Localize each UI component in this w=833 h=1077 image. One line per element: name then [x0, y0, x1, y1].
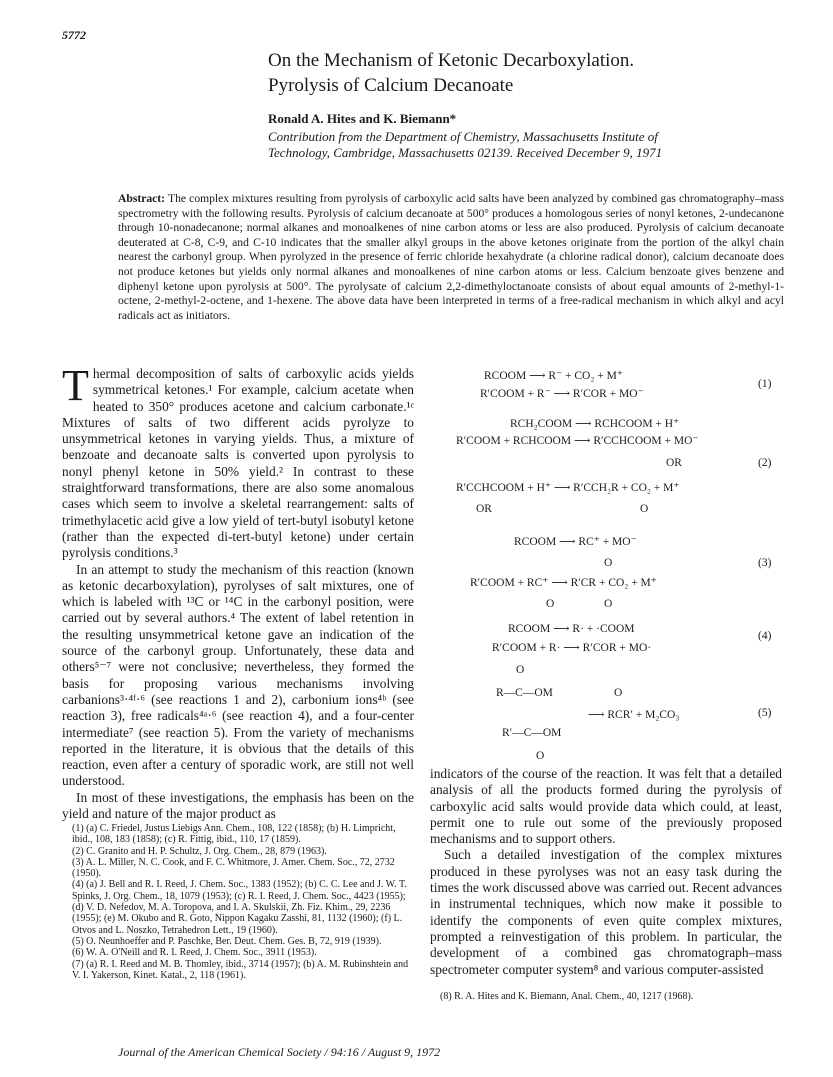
- abstract-label: Abstract:: [118, 192, 166, 205]
- affiliation-line-1: Contribution from the Department of Chemistry, Massachusetts Institute of: [268, 129, 658, 144]
- footnote-6: (6) W. A. O'Neill and R. I. Reed, J. Chem. Soc., 3911 (1953).: [72, 947, 317, 959]
- eq2-line1: RCH₂COOM ⟶ RCHCOOM + H⁺: [510, 418, 680, 430]
- eq3-line2-sub-right: O: [604, 598, 613, 610]
- authors: Ronald A. Hites and K. Biemann*: [268, 111, 457, 126]
- page-number: 5772: [62, 28, 86, 42]
- eq1-line2: R′COOM + R⁻ ⟶ R′COR + MO⁻: [480, 388, 644, 400]
- paper-title: [268, 48, 788, 98]
- eq3-line1: RCOOM ⟶ RC⁺ + MO⁻: [514, 536, 637, 548]
- eq5-reactant-1: R—C—OM: [496, 687, 553, 699]
- affiliation: [268, 129, 768, 161]
- footnote-2: (2) C. Granito and H. P. Schultz, J. Org. Chem., 28, 879 (1963).: [72, 845, 327, 857]
- eq5-top-oxygen: O: [516, 664, 525, 676]
- eq4-number: (4): [758, 630, 772, 642]
- footnote-5: (5) O. Neunhoeffer and P. Paschke, Ber. Deut. Chem. Ges. B, 72, 919 (1939).: [72, 935, 382, 947]
- investigation-paragraph: Such a detailed investigation of the complex mixtures produced in these pyrolyses was not an easy task during the times the work discussed above was carried out. Recent advances in instrumental techniques, which now make it possible to identify the components of even quite complex mixtures, prompted a reinvestigation of this problem. In particular, the development of a combined gas chromatograph–mass spectrometer computer system⁸ and various computer-assisted: [430, 847, 782, 977]
- eq1-number: (1): [758, 378, 772, 390]
- paragraph-text: hermal decomposition of salts of carboxylic acids yields symmetrical ketones.¹ For example, calcium acetate when heated to 350° produces acetone and calcium carbonate.¹ᶜ Mixtures of salts of two different acids pyrolyze to unsymmetrical ketones in varying yields. Thus, a mixture of benzoate and decanoate salts is converted upon pyrolysis to nonyl phenyl ketone in 50% yield.² In contrast to these straightforward transformations, there are also some anomalous cases which seem to involve a skeletal rearrangement: salts of trimethylacetic acid give a low yield of tert-butyl isobutyl ketone (rather than the expected di-tert-butyl ketone) under certain pyrolysis conditions.³: [62, 366, 414, 561]
- eq1-line1: RCOOM ⟶ R⁻ + CO₂ + M⁺: [484, 370, 623, 382]
- eq2-line2-sub: OR: [666, 457, 682, 469]
- eq2-line3-sub-left: OR: [476, 503, 492, 515]
- eq3-line2: R′COOM + RC⁺ ⟶ R′CR + CO₂ + M⁺: [470, 577, 657, 589]
- eq3-number: (3): [758, 557, 772, 569]
- indicators-paragraph: indicators of the course of the reaction. It was felt that a detailed analysis of all the products formed during the pyrolysis of carboxylic acid salts would provide data which could, at least, permit one to rule out some of the previously proposed mechanisms and to support others.: [430, 766, 782, 847]
- mechanism-paragraph: In an attempt to study the mechanism of this reaction (known as ketonic decarboxylation), pyrolyses of salt mixtures, one of which is labeled with ¹³C or ¹⁴C in the carbonyl position, were carried out by several authors.⁴ The extent of label retention in the resulting unsymmetrical ketone gave an indication of the source of the carbonyl group. Unfortunately, these data and others⁵⁻⁷ were not conclusive; nevertheless, they formed the basis for proposing various mechanisms involving carbanions³·⁴ᶠ·⁶ (see reactions 1 and 2), carbonium ions⁴ᵇ (see reaction 3), free radicals⁴ᵃ·⁶ (see reaction 4), and a four-center intermediate⁷ (see reaction 5). From the variety of mechanisms reported in the literature, it is obvious that the details of this reaction, even after a century of sporadic work, are still not well understood.: [62, 561, 414, 789]
- eq5-number: (5): [758, 707, 772, 719]
- eq2-line2: R′COOM + RCHCOOM ⟶ R′CCHCOOM + MO⁻: [456, 435, 699, 447]
- abstract-text: The complex mixtures resulting from pyrolysis of carboxylic acid salts have been analyzed by combined gas chromatography–mass spectrometry with the following results. Pyrolysis of calcium decanoate at 500° produces a homologous series of nonyl ketones, 2-undecanone through 10-nonadecanone; normal alkanes and monoalkenes of nine carbon atoms or less are also produced. Pyrolysis of calcium decanoate deuterated at C-8, C-9, and C-10 indicates that the smaller alkyl groups in the above ketones originate from the portion of the alkyl chain nearest the carbonyl group. When pyrolyzed in the presence of ferric chloride hexahydrate (a chlorine radical donor), calcium decanoate does not produce ketones but yields only normal alkanes and monoalkenes of nine carbon atoms or less. Calcium benzoate gives benzene and diphenyl ketone upon pyrolysis at 500°. The pyrolysate of calcium 2,2-dimethyloctanoate consists of about equal amounts of 2-methyl-1-octene, 2-methyl-2-octene, and 1-hexene. The above data have been interpreted in terms of a free-radical mechanism in which alkyl and acyl radicals act as initiators.: [118, 192, 784, 322]
- eq2-number: (2): [758, 457, 772, 469]
- intro-paragraph: [62, 361, 414, 562]
- abstract: [118, 192, 784, 323]
- body-right-column: [430, 766, 782, 978]
- emphasis-paragraph: In most of these investigations, the emphasis has been on the yield and nature of the major product as: [62, 789, 414, 822]
- affiliation-line-2: Technology, Cambridge, Massachusetts 02139. Received December 9, 1971: [268, 145, 663, 160]
- eq3-line2-sub-left: O: [546, 598, 555, 610]
- eq5-reactant-2: R′—C—OM: [502, 727, 562, 739]
- footnote-8: (8) R. A. Hites and K. Biemann, Anal. Chem., 40, 1217 (1968).: [440, 991, 694, 1002]
- journal-footer: Journal of the American Chemical Society / 94:16 / August 9, 1972: [118, 1045, 441, 1059]
- footnotes: [62, 823, 414, 981]
- footnote-3: (3) A. L. Miller, N. C. Cook, and F. C. Whitmore, J. Amer. Chem. Soc., 72, 2732 (1950).: [72, 856, 395, 880]
- footnote-4: (4) (a) J. Bell and R. I. Reed, J. Chem. Soc., 1383 (1952); (b) C. C. Lee and J. W. T. Spinks, J. Org. Chem., 18, 1079 (1953); (c) R. I. Reed, J. Chem. Soc., 4423 (1955); (d) V. D. Nefedov, M. A. Toropova, and I. A. Skulskii, Zh. Fiz. Khim., 29, 2236 (1955); (e) M. Okubo and R. Goto, Nippon Kagaku Zasshi, 81, 1132 (1960); (f) L. Otvos and L. Noszko, Tetrahedron Lett., 19 (1960).: [72, 879, 407, 936]
- eq4-line1: RCOOM ⟶ R· + ·COOM: [508, 623, 635, 635]
- footnote-7: (7) (a) R. I. Reed and M. B. Thomley, ibid., 3714 (1957); (b) A. M. Rubinshtein and V. I. Yakerson, Kinet. Katal., 2, 118 (1961).: [72, 958, 409, 981]
- eq5-bottom-oxygen: O: [536, 750, 545, 762]
- eq5-product: ⟶ RCR′ + M₂CO₃: [588, 709, 680, 721]
- eq2-line3: R′CCHCOOM + H⁺ ⟶ R′CCH₂R + CO₂ + M⁺: [456, 482, 680, 494]
- eq5-mid-oxygen: O: [614, 687, 623, 699]
- footnote-1: (1) (a) C. Friedel, Justus Liebigs Ann. Chem., 108, 122 (1858); (b) H. Limpricht, ibid., 108, 183 (1858); (c) R. Fittig, ibid., 110, 17 (1859).: [72, 823, 396, 846]
- title-line-1: On the Mechanism of Ketonic Decarboxylation.: [268, 50, 635, 71]
- body-left-column: [62, 361, 414, 822]
- eq4-line2: R′COOM + R· ⟶ R′COR + MO·: [492, 642, 652, 654]
- eq3-line1-sub: O: [604, 557, 613, 569]
- eq2-line3-sub-right: O: [640, 503, 649, 515]
- drop-cap: T: [62, 361, 89, 410]
- title-line-2: Pyrolysis of Calcium Decanoate: [268, 75, 514, 96]
